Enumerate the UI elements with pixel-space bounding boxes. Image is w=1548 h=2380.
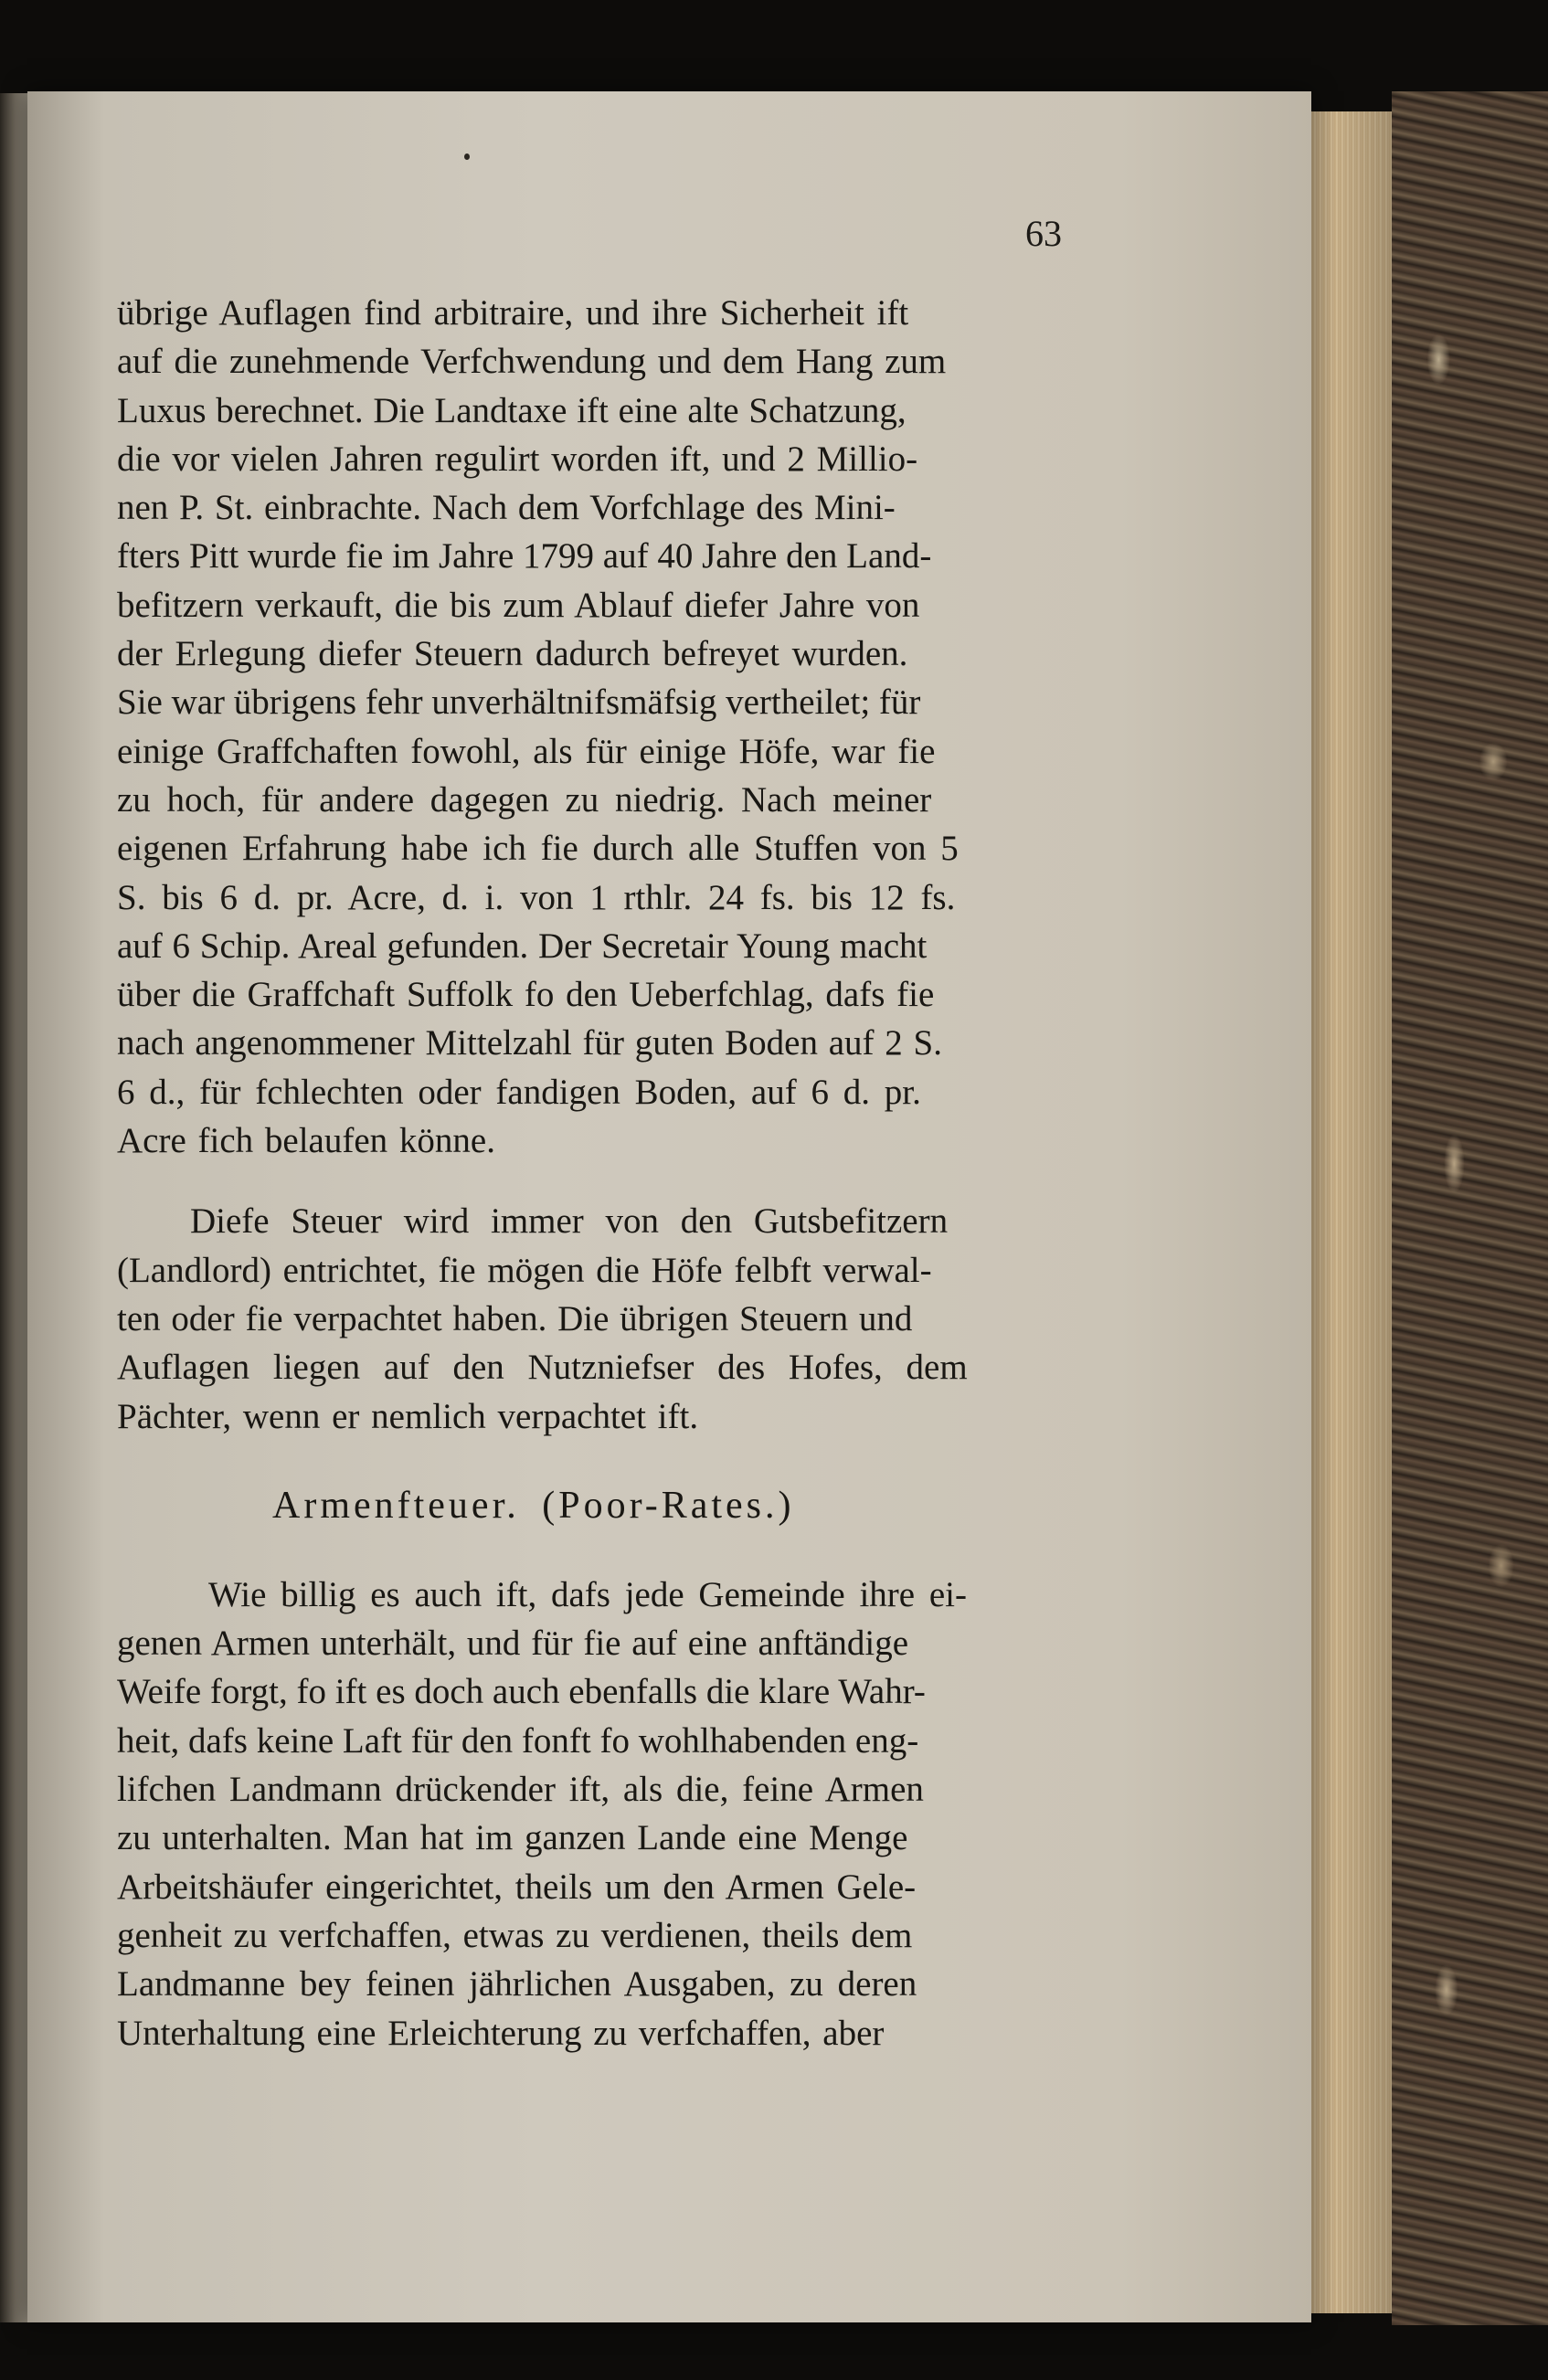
text-line: einige Graffchaften fowohl, als für einige Höfe, war fie (117, 731, 936, 771)
text-line: Sie war übrigens fehr unverhältnifsmäfsig vertheilet; für (117, 682, 921, 723)
text-line: über die Graffchaft Suffolk fo den Ueberfchlag, dafs fie (117, 975, 935, 1015)
text-line: eigenen Erfahrung habe ich fie durch alle Stuffen von 5 (117, 829, 959, 869)
text-line: übrige Auflagen find arbitraire, und ihre Sicherheit ift (117, 293, 909, 333)
text-line: 6 d., für fchlechten oder fandigen Boden, auf 6 d. pr. (117, 1072, 921, 1112)
text-line: Acre fich belaufen könne. (117, 1121, 495, 1161)
page-block-edge (1311, 111, 1392, 2313)
text-line: Pächter, wenn er nemlich verpachtet ift. (117, 1396, 699, 1436)
text-line: auf die zunehmende Verfchwendung und dem Hang zum (117, 342, 947, 382)
text-line: genen Armen unterhält, und für fie auf eine anftändige (117, 1624, 909, 1664)
text-line: Unterhaltung eine Erleichterung zu verfchaffen, aber (117, 2013, 885, 2053)
text-line: Diefe Steuer wird immer von den Gutsbefitzern (190, 1201, 949, 1242)
paragraph-gap (117, 1165, 1076, 1197)
text-line: heit, dafs keine Laft für den fonft fo wohlhabenden eng- (117, 1720, 919, 1761)
page-text (117, 289, 1076, 2057)
text-line: Arbeitshäufer eingerichtet, theils um den Armen Gele- (117, 1867, 917, 1907)
heading-gap (117, 1441, 1076, 1474)
text-line: Auflagen liegen auf den Nutzniefser des Hofes, dem (117, 1348, 968, 1388)
paper-speck (464, 153, 470, 160)
text-line: (Landlord) entrichtet, fie mögen die Höfe felbft verwal- (117, 1250, 932, 1290)
text-line: Luxus berechnet. Die Landtaxe ift eine alte Schatzung, (117, 390, 907, 430)
text-line: Weife forgt, fo ift es doch auch ebenfalls die klare Wahr- (117, 1672, 926, 1712)
text-line: genheit zu verfchaffen, etwas zu verdienen, theils dem (117, 1915, 913, 1955)
text-line: nen P. St. einbrachte. Nach dem Vorfchlage des Mini- (117, 488, 896, 528)
text-line: der Erlegung diefer Steuern dadurch befreyet wurden. (117, 634, 908, 674)
page-number: 63 (1025, 213, 1062, 254)
text-line: zu unterhalten. Man hat im ganzen Lande eine Menge (117, 1818, 908, 1858)
text-line: zu hoch, für andere dagegen zu niedrig. Nach meiner (117, 779, 932, 820)
text-line: befitzern verkauft, die bis zum Ablauf diefer Jahre von (117, 585, 920, 625)
text-line: Landmanne bey feinen jährlichen Ausgaben, zu deren (117, 1964, 917, 2004)
marbled-cover (1392, 91, 1548, 2325)
text-line: fters Pitt wurde fie im Jahre 1799 auf 40 Jahre den Land- (117, 536, 932, 576)
text-line: die vor vielen Jahren regulirt worden ift, und 2 Millio- (117, 439, 918, 479)
text-line: S. bis 6 d. pr. Acre, d. i. von 1 rthlr. 24 fs. bis 12 fs. (117, 877, 956, 917)
left-page-edge (0, 93, 27, 2322)
text-line: ten oder fie verpachtet haben. Die übrigen Steuern und (117, 1298, 913, 1338)
text-line: Wie billig es auch ift, dafs jede Gemeinde ihre ei- (208, 1574, 967, 1614)
text-line: auf 6 Schip. Areal gefunden. Der Secretair Young macht (117, 926, 928, 966)
text-line: nach angenommener Mittelzahl für guten Boden auf 2 S. (117, 1023, 942, 1063)
heading-gap (117, 1538, 1076, 1571)
section-heading: Armenfteuer. (Poor-Rates.) (272, 1484, 795, 1527)
text-line: lifchen Landmann drückender ift, als die, feine Armen (117, 1770, 924, 1810)
